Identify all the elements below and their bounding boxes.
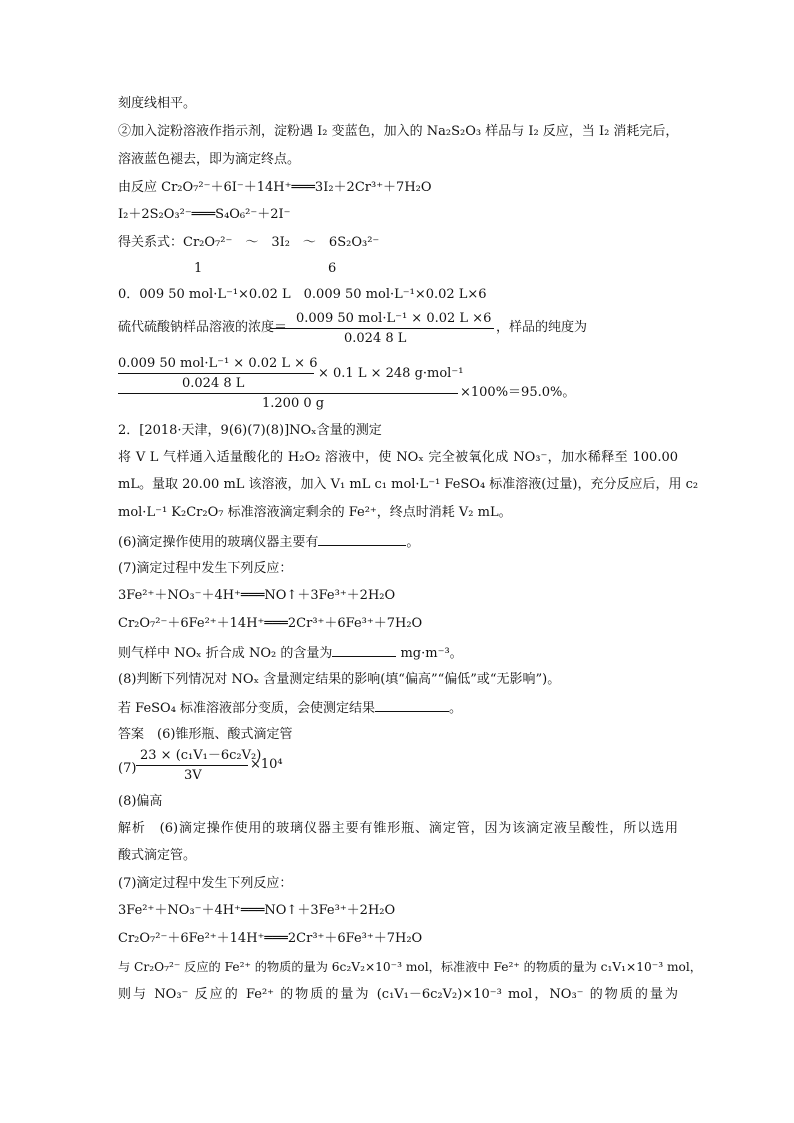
purity-multiplier: × 0.1 L × 248 g·mol⁻¹ (318, 366, 464, 381)
concentration-prefix: 硫代硫酸钠样品溶液的浓度＝ (118, 320, 288, 335)
explanation-3: (7)滴定过程中发生下列反应： (118, 876, 293, 891)
answer-7-numerator: 23 × (c₁V₁－6c₂V₂) (140, 748, 262, 763)
reaction-1: 由反应 Cr₂O₇²⁻＋6I⁻＋14H⁺═══3I₂＋2Cr³⁺＋7H₂O (118, 180, 432, 195)
explanation-label: 解析 (118, 821, 146, 836)
purity-main-bar (118, 393, 458, 394)
concentration-fraction-bar (270, 328, 494, 329)
question-7b-unit: mg·m⁻³。 (400, 646, 463, 661)
concentration-denominator: 0.024 8 L (344, 331, 407, 346)
answer-blank-6[interactable] (318, 533, 406, 546)
question-6-text: (6)滴定操作使用的玻璃仪器主要有 (118, 535, 319, 550)
answer-6: (6)锥形瓶、酸式滴定管 (157, 727, 293, 742)
answer-blank-8[interactable] (375, 699, 449, 712)
question-7b (118, 644, 463, 662)
explanation-4: 与 Cr₂O₇²⁻ 反应的 Fe²⁺ 的物质的量为 6c₂V₂×10⁻³ mol，标准液中 Fe²⁺ 的物质的量为 c₁V₁×10⁻³ mol， (118, 960, 702, 974)
explanation-1 (118, 821, 678, 837)
line-3: 溶液蓝色褪去，即为滴定终点。 (118, 152, 301, 167)
answer-7-denominator: 3V (184, 768, 202, 783)
question-7b-text: 则气样中 NOₓ 折合成 NO₂ 的含量为 (118, 646, 333, 661)
question-2-para-3: mol·L⁻¹ K₂Cr₂O₇ 标准溶液滴定剩余的 Fe²⁺，终点时消耗 V₂ mL。 (118, 505, 512, 520)
answer-blank-7[interactable] (332, 644, 396, 657)
answer-label: 答案 (118, 727, 145, 742)
line-1: 刻度线相平。 (118, 96, 197, 111)
answer-section (118, 727, 292, 743)
purity-inner-denominator: 0.024 8 L (182, 376, 245, 391)
line-2: ②加入淀粉溶液作指示剂，淀粉遇 I₂ 变蓝色，加入的 Na₂S₂O₃ 样品与 I₂ 反应，当 I₂ 消耗完后， (118, 124, 679, 139)
answer-7-fraction-bar (136, 765, 248, 766)
purity-main-denominator: 1.200 0 g (262, 396, 325, 411)
concentration-numerator: 0.009 50 mol·L⁻¹ × 0.02 L ×6 (296, 311, 492, 326)
concentration-suffix: ，样品的纯度为 (496, 320, 588, 335)
question-7-reaction-2: Cr₂O₇²⁻＋6Fe²⁺＋14H⁺═══2Cr³⁺＋6Fe³⁺＋7H₂O (118, 616, 423, 631)
purity-result: ×100%＝95.0%。 (460, 385, 576, 400)
explanation-reaction-2: Cr₂O₇²⁻＋6Fe²⁺＋14H⁺═══2Cr³⁺＋6Fe³⁺＋7H₂O (118, 931, 423, 946)
relation-amounts: 0．009 50 mol·L⁻¹×0.02 L 0.009 50 mol·L⁻¹×0.02 L×6 (118, 287, 487, 302)
explanation-1-text: (6)滴定操作使用的玻璃仪器主要有锥形瓶、滴定管，因为该滴定液呈酸性，所以选用 (159, 821, 678, 836)
question-2-para-1: 将 V L 气样通入适量酸化的 H₂O₂ 溶液中，使 NOₓ 完全被氧化成 NO₃⁻，加水稀释至 100.00 (118, 450, 678, 465)
question-8b-text: 若 FeSO₄ 标准溶液部分变质，会使测定结果 (118, 701, 376, 716)
purity-inner-bar (118, 373, 314, 374)
purity-inner-numerator: 0.009 50 mol·L⁻¹ × 0.02 L × 6 (118, 356, 318, 371)
question-8b-end: 。 (449, 701, 463, 716)
question-7: (7)滴定过程中发生下列反应： (118, 561, 293, 576)
question-2-para-2: mL。量取 20.00 mL 该溶液，加入 V₁ mL c₁ mol·L⁻¹ FeSO₄ 标准溶液(过量)，充分反应后，用 c₂ (118, 477, 699, 492)
reaction-2: I₂＋2S₂O₃²⁻═══S₄O₆²⁻＋2I⁻ (118, 207, 291, 222)
question-6-end: 。 (406, 535, 420, 550)
answer-7-multiplier: ×10⁴ (250, 757, 283, 772)
question-2-title: 2．[2018·天津，9(6)(7)(8)]NOₓ含量的测定 (118, 423, 382, 438)
question-6 (118, 533, 419, 551)
question-7-reaction-1: 3Fe²⁺＋NO₃⁻＋4H⁺═══NO↑＋3Fe³⁺＋2H₂O (118, 588, 396, 603)
relation-coef-1: 1 (194, 261, 203, 276)
relation-line: 得关系式：Cr₂O₇²⁻ ～ 3I₂ ～ 6S₂O₃²⁻ (118, 235, 380, 250)
relation-coef-2: 6 (328, 261, 337, 276)
explanation-reaction-1: 3Fe²⁺＋NO₃⁻＋4H⁺═══NO↑＋3Fe³⁺＋2H₂O (118, 903, 396, 918)
question-8b (118, 699, 462, 717)
answer-7-prefix: (7) (118, 761, 137, 776)
question-8: (8)判断下列情况对 NOₓ 含量测定结果的影响(填“偏高”“偏低”或“无影响”)。 (118, 672, 561, 687)
explanation-5: 则与 NO₃⁻ 反应的 Fe²⁺ 的物质的量为 (c₁V₁－6c₂V₂)×10⁻³ mol，NO₃⁻ 的物质的量为 (118, 987, 678, 1002)
answer-8: (8)偏高 (118, 794, 163, 809)
explanation-2: 酸式滴定管。 (118, 848, 197, 863)
